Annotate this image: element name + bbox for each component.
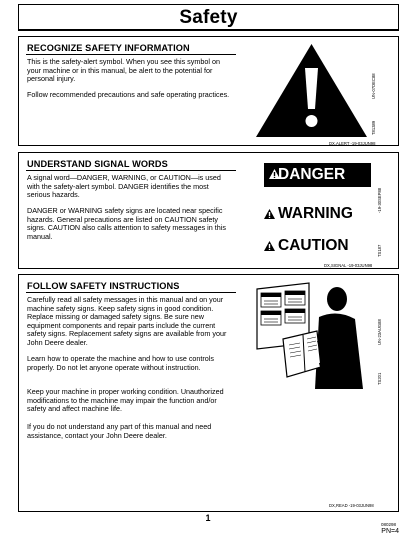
section-heading: UNDERSTAND SIGNAL WORDS bbox=[27, 159, 168, 169]
page-pn: PN=4 bbox=[381, 528, 399, 535]
heading-rule bbox=[26, 170, 236, 171]
image-code: -19-30SEP88 bbox=[377, 187, 382, 213]
section-signal-words bbox=[18, 152, 399, 269]
heading-rule bbox=[26, 292, 236, 293]
paragraph: Learn how to operate the machine and how to use controls properly. Do not let anyone operate without instruction. bbox=[27, 354, 214, 372]
danger-sign bbox=[264, 163, 371, 187]
alert-triangle-icon bbox=[264, 209, 275, 219]
warning-sign bbox=[264, 205, 374, 225]
heading-rule bbox=[26, 54, 236, 55]
paragraph: This is the safety-alert symbol. When you see this symbol on your machine or in this manual, be alert to the potential for personal injury. bbox=[27, 57, 220, 84]
paragraph: Keep your machine in proper working condition. Unauthorized modifications to the machine may impair the function and/or safety and affect machine life. bbox=[27, 387, 224, 414]
page-title: Safety bbox=[179, 7, 238, 28]
paragraph: If you do not understand any part of this manual and need assistance, contact your John Deere dealer. bbox=[27, 422, 212, 440]
page-number: 1 bbox=[205, 513, 211, 523]
title-bar bbox=[18, 4, 399, 31]
image-code: UN-07DEC88 bbox=[371, 73, 376, 99]
signal-word-caution: CAUTION bbox=[278, 237, 349, 254]
signal-word-warning: WARNING bbox=[278, 205, 353, 222]
image-code: TS201 bbox=[377, 372, 382, 385]
paragraph: DANGER or WARNING safety signs are located near specific hazards. General precautions are listed on CAUTION safety signs. CAUTION also calls attention to safety messages in this manual. bbox=[27, 206, 226, 241]
footer-code: DX,SIGNAL -19-03JUN98 bbox=[324, 263, 373, 268]
image-code: T81389 bbox=[371, 120, 376, 135]
section-heading: FOLLOW SAFETY INSTRUCTIONS bbox=[27, 281, 180, 291]
paragraph: Follow recommended precautions and safe operating practices. bbox=[27, 90, 230, 99]
alert-triangle-icon bbox=[264, 241, 275, 251]
section-heading: RECOGNIZE SAFETY INFORMATION bbox=[27, 43, 190, 53]
image-code: TS187 bbox=[377, 244, 382, 257]
operator-reading-manual-illustration bbox=[237, 281, 367, 391]
safety-alert-icon bbox=[253, 42, 370, 140]
image-code: UN-23AUG88 bbox=[377, 319, 382, 345]
signal-word-danger: DANGER bbox=[278, 166, 346, 183]
section-recognize-safety bbox=[18, 36, 399, 146]
footer-code: DX,READ -19-03JUN98 bbox=[329, 503, 374, 508]
caution-sign bbox=[264, 237, 374, 257]
section-follow-instructions bbox=[18, 274, 399, 512]
paragraph: Carefully read all safety messages in this manual and on your machine safety signs. Keep safety signs in good condition. Replace missing or damaged safety signs. Be sure new equipment components and repair parts include the current safety signs. Replacement safety signs are available from your John Deere dealer. bbox=[27, 295, 227, 347]
footer-code: DX,ALERT -19-03JUN98 bbox=[329, 141, 376, 146]
page-code: 080298 bbox=[380, 522, 396, 527]
paragraph: A signal word—DANGER, WARNING, or CAUTION—is used with the safety-alert symbol. DANGER identifies the most serious hazards. bbox=[27, 173, 221, 200]
